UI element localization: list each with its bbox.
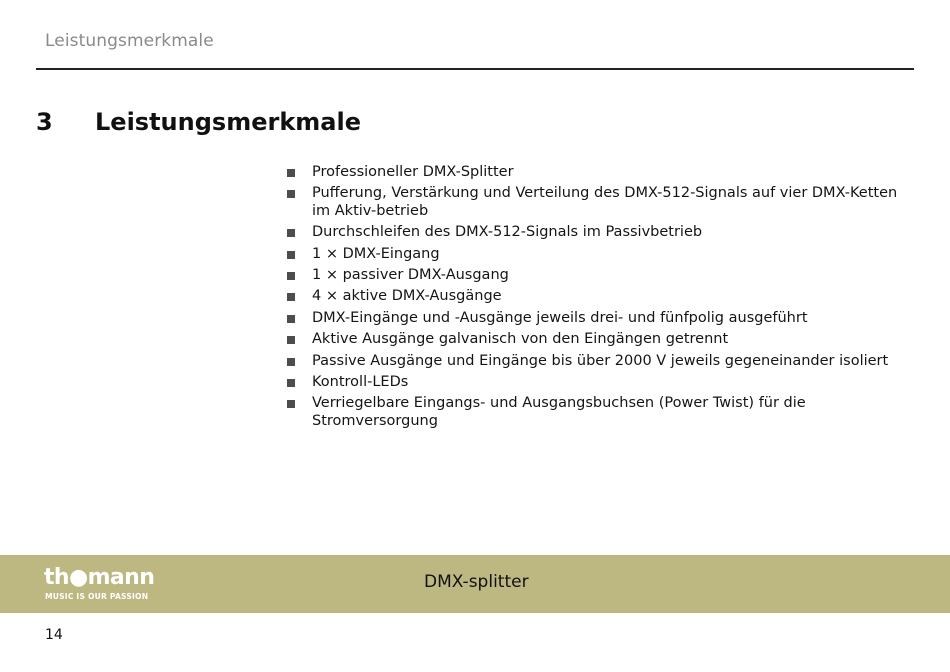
header-divider xyxy=(36,68,914,70)
feature-item xyxy=(286,353,916,370)
section-title: Leistungsmerkmale xyxy=(95,108,361,136)
square-bullet-icon xyxy=(287,400,295,408)
feature-text: Durchschleifen des DMX-512-Signals im Passivbetrieb xyxy=(312,224,703,241)
square-bullet-icon xyxy=(287,293,295,301)
feature-text: Passive Ausgänge und Eingänge bis über 2000 V jeweils gegeneinander isoliert xyxy=(312,352,889,369)
feature-text: 1 × passiver DMX-Ausgang xyxy=(312,267,509,284)
logo-tagline: MUSIC IS OUR PASSION xyxy=(45,592,149,601)
feature-text: Aktive Ausgänge galvanisch von den Eingängen getrennt xyxy=(312,331,729,348)
feature-text: Professioneller DMX-Splitter xyxy=(312,164,514,180)
feature-item xyxy=(286,310,916,327)
feature-text: Kontroll-LEDs xyxy=(312,374,409,391)
logo-wordmark: th●mann xyxy=(44,565,155,590)
feature-text: Verriegelbare Eingangs- und Ausgangsbuchsen (Power Twist) für die Stromversorgung xyxy=(312,395,806,429)
square-bullet-icon xyxy=(287,379,295,387)
square-bullet-icon xyxy=(287,358,295,366)
square-bullet-icon xyxy=(287,336,295,344)
square-bullet-icon xyxy=(287,229,295,237)
running-header-title: Leistungsmerkmale xyxy=(45,31,214,51)
square-bullet-icon xyxy=(287,272,295,280)
page-number: 14 xyxy=(45,627,63,643)
square-bullet-icon xyxy=(287,169,295,177)
footer-band xyxy=(0,555,950,613)
square-bullet-icon xyxy=(287,251,295,259)
feature-text: DMX-Eingänge und -Ausgänge jeweils drei- und fünfpolig ausgeführt xyxy=(312,309,808,326)
feature-item xyxy=(286,164,916,181)
feature-text: 1 × DMX-Eingang xyxy=(312,245,440,262)
square-bullet-icon xyxy=(287,190,295,198)
section-number: 3 xyxy=(36,108,53,136)
feature-item xyxy=(286,246,916,263)
feature-text: 4 × aktive DMX-Ausgänge xyxy=(312,288,502,305)
feature-list xyxy=(286,164,916,434)
feature-item xyxy=(286,374,916,391)
feature-text: Pufferung, Verstärkung und Verteilung des DMX-512-Signals auf vier DMX-Ketten im Aktiv-betrieb xyxy=(312,185,898,219)
thomann-logo xyxy=(44,567,162,603)
feature-item xyxy=(286,395,916,430)
feature-item xyxy=(286,331,916,348)
product-name: DMX-splitter xyxy=(424,572,529,592)
feature-item xyxy=(286,288,916,305)
feature-item xyxy=(286,185,916,220)
square-bullet-icon xyxy=(287,315,295,323)
feature-item xyxy=(286,267,916,284)
feature-item xyxy=(286,224,916,241)
